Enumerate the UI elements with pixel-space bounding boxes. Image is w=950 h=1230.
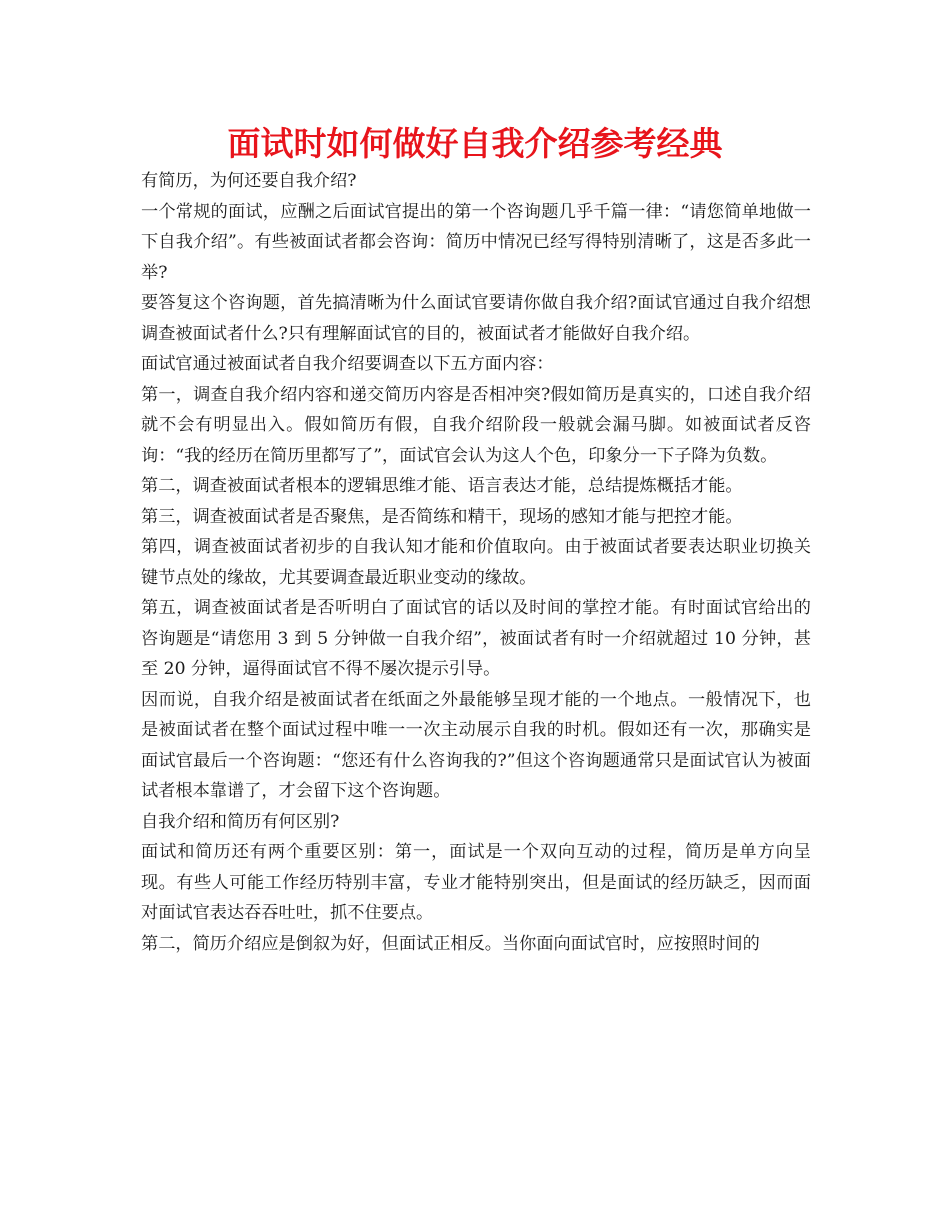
document-body [141,166,811,959]
paragraph-5: 第一，调查自我介绍内容和递交简历内容是否相冲突?假如简历是真实的，口述自我介绍就不会有明显出入。假如简历有假，自我介绍阶段一般就会漏马脚。如被面试者反咨询：“我的经历在简历里都写了”，面试官会认为这人个色，印象分一下子降为负数。 [141,384,811,466]
paragraph-10: 因而说，自我介绍是被面试者在纸面之外最能够呈现才能的一个地点。一般情况下，也是被面试者在整个面试过程中唯一一次主动展示自我的时机。假如还有一次，那确实是面试官最后一个咨询题：“您还有什么咨询我的?”但这个咨询题通常只是面试官认为被面试者根本靠谱了，才会留下这个咨询题。 [141,689,811,801]
paragraph-6: 第二，调查被面试者根本的逻辑思维才能、语言表达才能，总结提炼概括才能。 [141,476,743,496]
paragraph-3: 要答复这个咨询题，首先搞清晰为什么面试官要请你做自我介绍?面试官通过自我介绍想调查被面试者什么?只有理解面试官的目的，被面试者才能做好自我介绍。 [141,293,811,344]
paragraph-11: 自我介绍和简历有何区别? [141,811,340,832]
paragraph-2: 一个常规的面试，应酬之后面试官提出的第一个咨询题几乎千篇一律：“请您简单地做一下自我介绍”。有些被面试者都会咨询：简历中情况已经写得特别清晰了，这是否多此一举? [141,201,811,283]
paragraph-4: 面试官通过被面试者自我介绍要调查以下五方面内容： [141,354,554,374]
paragraph-1: 有简历，为何还要自我介绍? [141,171,357,191]
paragraph-13: 第二，简历介绍应是倒叙为好，但面试正相反。当你面向面试官时，应按照时间的 [141,933,760,954]
paragraph-7: 第三，调查被面试者是否聚焦，是否简练和精干，现场的感知才能与把控才能。 [141,506,743,527]
paragraph-8: 第四，调查被面试者初步的自我认知才能和价值取向。由于被面试者要表达职业切换关键节点处的缘故，尤其要调查最近职业变动的缘故。 [141,537,811,588]
paragraph-9: 第五，调查被面试者是否听明白了面试官的话以及时间的掌控才能。有时面试官给出的咨询题是“请您用 3 到 5 分钟做一自我介绍”，被面试者有时一介绍就超过 10 分钟，甚至 20 分钟，逼得面试官不得不屡次提示引导。 [141,598,811,679]
paragraph-12: 面试和简历还有两个重要区别：第一，面试是一个双向互动的过程，简历是单方向呈现。有些人可能工作经历特别丰富，专业才能特别突出，但是面试的经历缺乏，因而面对面试官表达吞吞吐吐，抓不住要点。 [141,842,811,923]
document-title: 面试时如何做好自我介绍参考经典 [227,124,723,163]
